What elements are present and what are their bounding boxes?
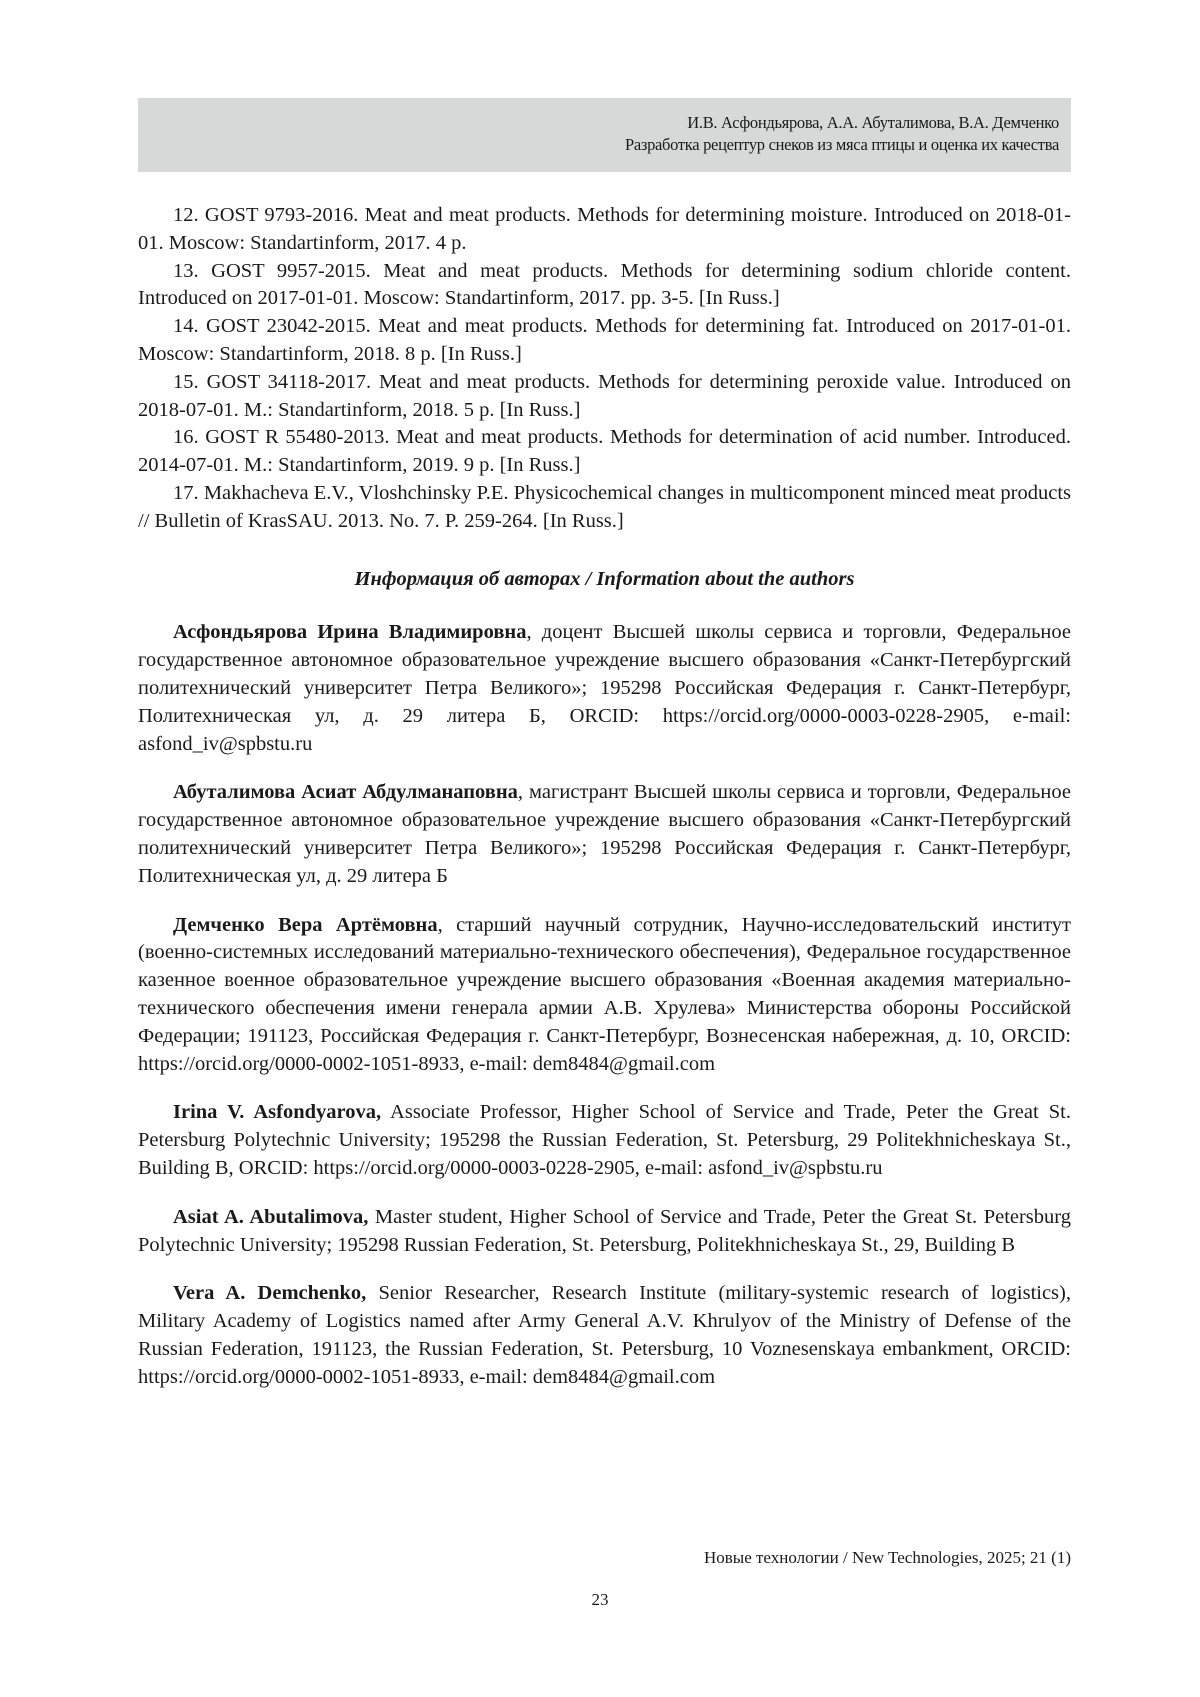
- reference-list: [138, 202, 1071, 536]
- author-name: Демченко Вера Артёмовна: [173, 913, 438, 936]
- running-header: [138, 98, 1071, 172]
- author-entry: [138, 1099, 1071, 1182]
- author-entry: [138, 1204, 1071, 1260]
- author-details: , старший научный сотрудник, Научно-исследовательский институт (военно-системных исследований материально-технического обеспечения), Федеральное государственное казенное военное образовательное учреждение высшего образования «Военная академия материально-технического обеспечения имени генерала армии А.В. Хрулева» Министерства обороны Российской Федерации; 191123, Российская Федерация г. Санкт-Петербург, Вознесенская набережная, д. 10, ORCID: https://orcid.org/0000-0002-1051-8933, e-mail: dem8484@gmail.com: [138, 913, 1071, 1075]
- author-entry: [138, 912, 1071, 1079]
- reference-item: 14. GOST 23042-2015. Meat and meat products. Methods for determining fat. Introduced on 2017-01-01. Moscow: Standartinform, 2018. 8 p. [In Russ.]: [138, 315, 1071, 365]
- author-details: , доцент Высшей школы сервиса и торговли, Федеральное государственное автономное образовательное учреждение высшего образования «Санкт-Петербургский политехнический университет Петра Великого»; 195298 Российская Федерация г. Санкт-Петербург, Политехническая ул, д. 29 литера Б, ORCID: https://orcid.org/0000-0003-0228-2905, e-mail: asfond_iv@spbstu.ru: [138, 621, 1071, 755]
- author-details: Associate Professor, Higher School of Service and Trade, Peter the Great St. Petersburg Polytechnic University; 195298 the Russian Federation, St. Petersburg, 29 Politekhnicheskaya St., Building B, ORCID: https://orcid.org/0000-0003-0228-2905, e-mail: asfond_iv@spbstu.ru: [138, 1101, 1071, 1179]
- author-entry: [138, 1280, 1071, 1391]
- author-name: Irina V. Asfondyarova,: [173, 1101, 382, 1124]
- author-name: Асфондьярова Ирина Владимировна: [173, 621, 527, 644]
- header-title: Разработка рецептур снеков из мяса птицы и оценка их качества: [624, 135, 1059, 154]
- author-details: Senior Researcher, Research Institute (military-systemic research of logistics), Military Academy of Logistics named after Army General A.V. Khrulyov of the Ministry of Defense of the Russian Federation, 191123, the Russian Federation, St. Petersburg, 10 Voznesenskaya embankment, ORCID: https://orcid.org/0000-0002-1051-8933, e-mail: dem8484@gmail.com: [138, 1282, 1071, 1388]
- reference-item: 17. Makhacheva E.V., Vloshchinsky P.E. Physicochemical changes in multicomponent minced meat products // Bulletin of KrasSAU. 2013. No. 7. P. 259-264. [In Russ.]: [138, 481, 1071, 532]
- page-body: [138, 202, 1071, 1412]
- author-list: [138, 619, 1071, 1391]
- reference-item: 16. GOST R 55480-2013. Meat and meat products. Methods for determination of acid number. Introduced. 2014-07-01. M.: Standartinform, 2019. 9 p. [In Russ.]: [138, 426, 1071, 477]
- page-number: 23: [591, 1590, 609, 1609]
- author-name: Абуталимова Асиат Абдулманаповна: [173, 781, 518, 804]
- reference-item: 15. GOST 34118-2017. Meat and meat products. Methods for determining peroxide value. Introduced on 2018-07-01. M.: Standartinform, 2018. 5 p. [In Russ.]: [138, 370, 1071, 421]
- header-authors: И.В. Асфондьярова, А.А. Абуталимова, В.А. Демченко: [687, 113, 1059, 132]
- author-name: Asiat A. Abutalimova,: [173, 1205, 369, 1228]
- author-details: , магистрант Высшей школы сервиса и торговли, Федеральное государственное автономное образовательное учреждение высшего образования «Санкт-Петербургский политехнический университет Петра Великого»; 195298 Российская Федерация г. Санкт-Петербург, Политехническая ул, д. 29 литера Б: [138, 781, 1071, 887]
- author-details: Master student, Higher School of Service and Trade, Peter the Great St. Petersburg Polytechnic University; 195298 Russian Federation, St. Petersburg, Politekhnicheskaya St., 29, Building B: [138, 1205, 1071, 1256]
- journal-footer: Новые технологии / New Technologies, 2025; 21 (1): [703, 1548, 1071, 1567]
- authors-section-title: Информация об авторах / Information about the authors: [354, 567, 855, 590]
- reference-item: 12. GOST 9793-2016. Meat and meat products. Methods for determining moisture. Introduced on 2018-01-01. Moscow: Standartinform, 2017. 4 p.: [138, 204, 1071, 254]
- author-name: Vera A. Demchenko,: [173, 1282, 367, 1305]
- author-entry: [138, 779, 1071, 890]
- reference-item: 13. GOST 9957-2015. Meat and meat products. Methods for determining sodium chloride content. Introduced on 2017-01-01. Moscow: Standartinform, 2017. pp. 3-5. [In Russ.]: [138, 259, 1071, 310]
- author-entry: [138, 619, 1071, 758]
